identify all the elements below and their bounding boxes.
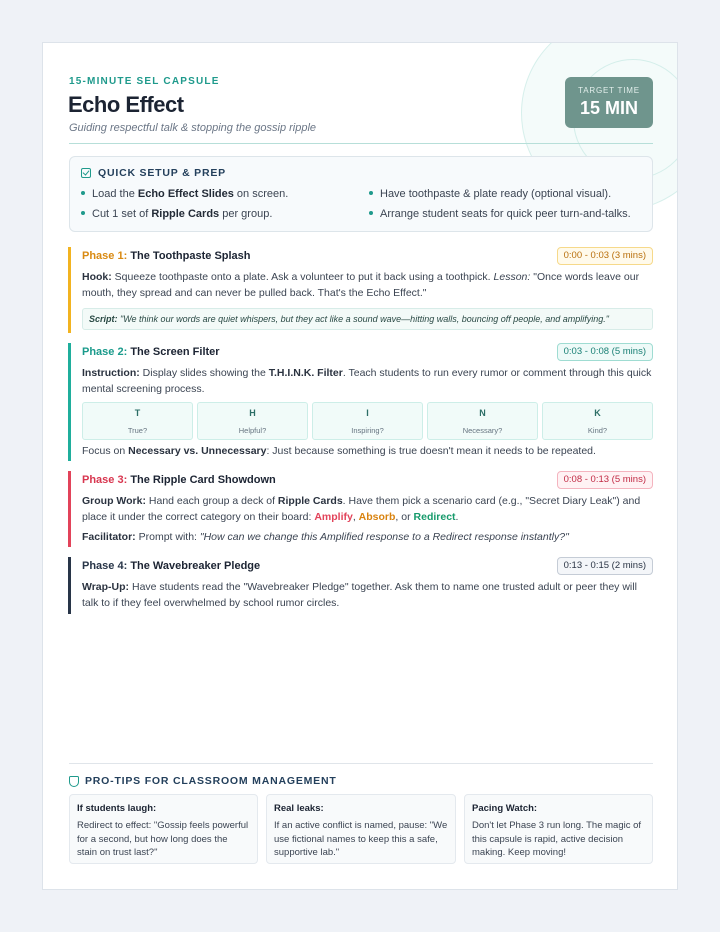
- phase-1-time-badge: 0:00 - 0:03 (3 mins): [557, 247, 653, 265]
- setup-title: QUICK SETUP & PREP: [98, 167, 226, 179]
- page-title: Echo Effect: [68, 92, 184, 117]
- tips-divider: [69, 763, 653, 764]
- tips-title: PRO-TIPS FOR CLASSROOM MANAGEMENT: [85, 775, 337, 787]
- setup-item: Have toothpaste & plate ready (optional visual).: [369, 188, 611, 200]
- tip-body: If an active conflict is named, pause: "We use fictional names to keep this a safe, supportive lab.": [274, 820, 448, 858]
- phase-1-script: Script: "We think our words are quiet whispers, but they act like a sound wave—hitting walls, bouncing off people, and amplifying.": [82, 308, 653, 330]
- phase-4-time-badge: 0:13 - 0:15 (2 mins): [557, 557, 653, 575]
- phase-2-instruction: Instruction: Display slides showing the T.H.I.N.K. Filter. Teach students to run every rumor or comment through this quick mental screening process.: [82, 367, 652, 395]
- bullet-icon: [81, 211, 85, 215]
- setup-item: Cut 1 set of Ripple Cards per group.: [81, 208, 272, 220]
- tip-title: If students laugh:: [77, 803, 157, 814]
- think-cell: N Necessary?: [427, 402, 538, 440]
- bullet-icon: [81, 191, 85, 195]
- phase-2-section: [68, 343, 653, 461]
- phase-4-wrap-up: Wrap-Up: Have students read the "Wavebreaker Pledge" together. Ask them to name one trusted adult or peer they will talk to if they feel overwhelmed by school rumor circles.: [82, 581, 637, 609]
- setup-item: Load the Echo Effect Slides on screen.: [81, 188, 288, 200]
- think-cell: H Helpful?: [197, 402, 308, 440]
- page-subtitle: Guiding respectful talk & stopping the gossip ripple: [69, 122, 317, 134]
- setup-item: Arrange student seats for quick peer turn-and-talks.: [369, 208, 631, 220]
- setup-box: [69, 156, 653, 232]
- phase-4-section: [68, 557, 653, 614]
- tips-header: [69, 775, 337, 787]
- kicker-label: 15-MINUTE SEL CAPSULE: [69, 76, 220, 87]
- setup-header: [81, 167, 226, 179]
- bullet-icon: [369, 191, 373, 195]
- phase-1-hook: Hook: Squeeze toothpaste onto a plate. Ask a volunteer to put it back using a toothpick. Lesson: "Once words leave our mouth, they spread and can never be pulled back. That's the Echo Effect.": [82, 271, 640, 299]
- phase-3-group-work: Group Work: Hand each group a deck of Ripple Cards. Have them pick a scenario card (e.g., "Secret Diary Leak") and place it under the correct category on their board: Amplify, Absorb, or Redirect.: [82, 495, 641, 523]
- phase-1-section: [68, 247, 653, 333]
- tip-card: [69, 794, 258, 864]
- phase-4-title: Phase 4: The Wavebreaker Pledge: [82, 560, 261, 572]
- think-filter-grid: [82, 402, 653, 440]
- think-cell: T True?: [82, 402, 193, 440]
- phase-2-focus: Focus on Necessary vs. Unnecessary: Just because something is true doesn't mean it needs to be repeated.: [82, 445, 596, 457]
- phase-3-title: Phase 3: The Ripple Card Showdown: [82, 474, 276, 486]
- checkbox-icon: [81, 168, 91, 178]
- think-cell: K Kind?: [542, 402, 653, 440]
- target-time-value: 15 MIN: [579, 98, 639, 118]
- lesson-page: [42, 42, 678, 890]
- target-time-badge: [565, 77, 653, 128]
- header-divider: [69, 143, 653, 144]
- phase-3-facilitator: Facilitator: Prompt with: "How can we change this Amplified response to a Redirect response instantly?": [82, 531, 569, 543]
- tip-body: Redirect to effect: "Gossip feels powerful for a second, but how long does the stain on trust last?": [77, 820, 249, 858]
- shield-icon: [69, 776, 79, 787]
- think-cell: I Inspiring?: [312, 402, 423, 440]
- phase-2-title: Phase 2: The Screen Filter: [82, 346, 220, 358]
- tip-card: [266, 794, 456, 864]
- phase-3-section: [68, 471, 653, 547]
- tip-body: Don't let Phase 3 run long. The magic of this capsule is rapid, active decision making. Keep moving!: [472, 820, 642, 858]
- tip-title: Pacing Watch:: [472, 803, 538, 814]
- phase-1-title: Phase 1: The Toothpaste Splash: [82, 250, 251, 262]
- target-time-label: TARGET TIME: [578, 86, 640, 95]
- phase-3-time-badge: 0:08 - 0:13 (5 mins): [557, 471, 653, 489]
- tip-title: Real leaks:: [274, 803, 324, 814]
- bullet-icon: [369, 211, 373, 215]
- phase-2-time-badge: 0:03 - 0:08 (5 mins): [557, 343, 653, 361]
- tip-card: [464, 794, 653, 864]
